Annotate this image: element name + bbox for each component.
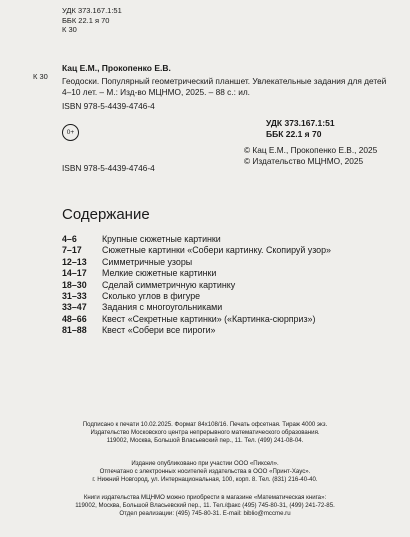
bbk-code: ББК 22.1 я 70 bbox=[62, 15, 110, 25]
toc-entry-title: Сколько углов в фигуре bbox=[102, 291, 201, 302]
toc-item bbox=[62, 314, 331, 325]
toc-pages: 14–17 bbox=[62, 268, 87, 279]
imprint-line: Издание опубликовано при участии ООО «Пиксел». bbox=[131, 460, 279, 467]
imprint-line: 119002, Москва, Большой Власьевский пер., 11. Тел. (499) 241-08-04. bbox=[106, 436, 304, 444]
toc-entry-title: Квест «Секретные картинки» («Картинка-сюрприз») bbox=[102, 313, 316, 324]
author-mark: К 30 bbox=[62, 25, 77, 34]
toc-pages: 81–88 bbox=[62, 325, 87, 336]
copyright-authors: © Кац Е.М., Прокопенко Е.В., 2025 bbox=[244, 145, 378, 155]
age-rating-badge: 0+ bbox=[62, 124, 79, 141]
isbn-bottom: ISBN 978-5-4439-4746-4 bbox=[62, 163, 155, 173]
toc-item bbox=[62, 245, 331, 256]
imprint-line: г. Нижний Новгород, ул. Интернациональная, 100, корп. 8. Тел. (831) 216-40-40. bbox=[92, 475, 318, 483]
imprint-print-info bbox=[0, 421, 410, 444]
imprint-line: Книги издательства МЦНМО можно приобрести в магазине «Математическая книга»: bbox=[83, 494, 327, 501]
imprint-line: Подписано к печати 10.02.2025. Формат 84х108/16. Печать офсетная. Тираж 4000 экз. bbox=[82, 421, 328, 428]
bbk-code-right: ББК 22.1 я 70 bbox=[266, 129, 322, 139]
toc-item bbox=[62, 302, 331, 313]
toc-pages: 18–30 bbox=[62, 279, 87, 290]
udk-code: УДК 373.167.1:51 bbox=[62, 6, 122, 15]
toc-entry-title: Симметричные узоры bbox=[102, 256, 193, 267]
toc-pages: 7–17 bbox=[62, 245, 82, 256]
toc-pages: 48–66 bbox=[62, 313, 87, 324]
imprint-shop-info bbox=[0, 494, 410, 517]
toc-item bbox=[62, 291, 331, 302]
toc-entry-title: Мелкие сюжетные картинки bbox=[102, 268, 217, 279]
authors: Кац Е.М., Прокопенко Е.В. bbox=[62, 63, 171, 73]
toc-entry-title: Сюжетные картинки «Собери картинку. Скопируй узор» bbox=[102, 245, 331, 256]
copyright-block bbox=[244, 145, 377, 167]
imprint-line: Отдел реализации: (495) 745-80-31. E-mail: biblio@mccme.ru bbox=[119, 509, 291, 517]
toc-entry-title: Крупные сюжетные картинки bbox=[102, 234, 221, 244]
toc-pages: 33–47 bbox=[62, 302, 87, 313]
toc-pages: 12–13 bbox=[62, 256, 87, 267]
toc-entry-title: Квест «Собери все пироги» bbox=[102, 325, 216, 336]
copyright-publisher: © Издательство МЦНМО, 2025 bbox=[244, 156, 364, 166]
toc-entry-title: Сделай симметричную картинку bbox=[102, 279, 236, 290]
imprint-printer-info bbox=[0, 460, 410, 483]
toc-item bbox=[62, 234, 331, 245]
book-description: Геодоски. Популярный геометрический планшет. Увлекательные задания для детей 4–10 лет. – М.: Изд-во МЦНМО, 2025. – 88 с.: ил. bbox=[62, 76, 387, 97]
toc-entry-title: Задания с многоугольниками bbox=[102, 302, 223, 313]
toc-item bbox=[62, 325, 331, 336]
toc-pages: 4–6 bbox=[62, 234, 77, 244]
classification-codes bbox=[62, 6, 122, 35]
imprint-line: Отпечатано с электронных носителей издательства в ООО «Принт-Хаус». bbox=[99, 467, 311, 475]
toc-item bbox=[62, 280, 331, 291]
isbn-top: ISBN 978-5-4439-4746-4 bbox=[62, 101, 155, 111]
toc-item bbox=[62, 257, 331, 268]
classification-codes-right bbox=[266, 118, 335, 140]
toc-item bbox=[62, 268, 331, 279]
imprint-line: 119002, Москва, Большой Власьевский пер., 11. Тел./факс (495) 745-80-31, (499) 241-72-85. bbox=[75, 501, 335, 509]
imprint-line: Издательство Московского центра непрерывного математического образования. bbox=[90, 428, 320, 436]
toc-title: Содержание bbox=[62, 206, 150, 223]
table-of-contents bbox=[62, 234, 331, 337]
toc-pages: 31–33 bbox=[62, 291, 87, 302]
author-mark-margin: К 30 bbox=[33, 72, 48, 81]
udk-code-right: УДК 373.167.1:51 bbox=[266, 118, 335, 128]
